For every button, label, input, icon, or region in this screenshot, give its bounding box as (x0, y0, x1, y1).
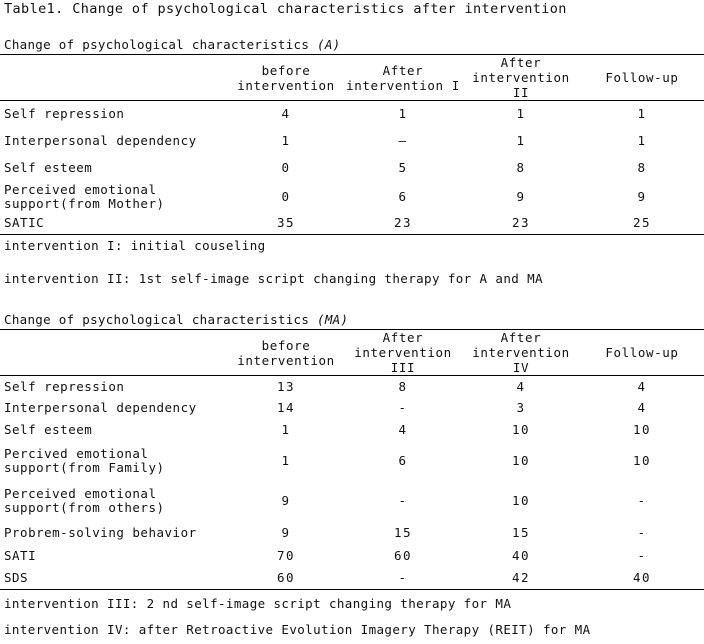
row-label: Self repression (4, 106, 125, 122)
row-label: Interpersonal dependency (4, 400, 197, 415)
cell-value: 0 (281, 160, 291, 175)
row-label: SATIC (4, 215, 45, 231)
column-header: After intervention III (354, 330, 452, 375)
table-a-note-1: intervention I: initial couseling (4, 238, 266, 253)
cell-value: - (398, 492, 408, 508)
table-a-note-2: intervention II: 1st self-image script changing therapy for A and MA (4, 271, 543, 286)
cell-value: 1 (398, 106, 408, 122)
cell-value: 23 (393, 215, 413, 231)
cell-value: 60 (276, 570, 296, 586)
table-ma-caption (4, 312, 348, 327)
table-row (0, 398, 704, 419)
cell-value: 4 (637, 378, 647, 394)
cell-value: 10 (511, 492, 531, 508)
cell-value: 25 (632, 215, 652, 231)
table-row (0, 101, 704, 128)
table-row (0, 481, 704, 521)
cell-value: 10 (632, 421, 652, 437)
table-row (0, 568, 704, 590)
cell-value: 10 (511, 452, 531, 468)
cell-value: 13 (276, 378, 296, 394)
cell-value: - (398, 570, 408, 586)
cell-value: 8 (637, 160, 647, 175)
cell-value: 1 (637, 133, 647, 148)
table-a (0, 54, 704, 235)
cell-value: 40 (632, 570, 652, 586)
column-header: Follow-up (605, 70, 679, 85)
table-row (0, 545, 704, 568)
cell-value: - (637, 524, 647, 540)
row-label: Percived emotional support(from Family) (4, 445, 165, 475)
row-label: SDS (4, 570, 29, 586)
column-header: Follow-up (605, 345, 679, 360)
column-header (0, 330, 228, 376)
table-row (0, 213, 704, 235)
table-row (0, 419, 704, 441)
cell-value: 35 (276, 215, 296, 231)
row-label: Self esteem (4, 160, 93, 175)
row-label: Self repression (4, 378, 125, 394)
cell-value: 4 (281, 106, 291, 122)
cell-value: — (398, 133, 408, 148)
cell-value: 10 (632, 452, 652, 468)
cell-value: 4 (516, 378, 526, 394)
cell-value: 1 (281, 452, 291, 468)
table-a-caption-subject: (A) (317, 37, 341, 52)
table-row (0, 128, 704, 155)
table-ma-caption-text: Change of psychological characteristics (4, 312, 310, 327)
table-a-caption (4, 37, 341, 52)
cell-value: - (637, 548, 647, 563)
cell-value: 15 (393, 524, 413, 540)
row-label: Perceived emotional support(from Mother) (4, 182, 165, 211)
cell-value: 15 (511, 524, 531, 540)
cell-value: 42 (511, 570, 531, 586)
table-row (0, 376, 704, 398)
cell-value: 5 (398, 160, 408, 175)
row-label: Interpersonal dependency (4, 133, 197, 148)
table-a-caption-text: Change of psychological characteristics (4, 37, 310, 52)
cell-value: 1 (516, 133, 526, 148)
column-header: before intervention (237, 337, 335, 368)
cell-value: 8 (516, 160, 526, 175)
cell-value: 9 (516, 189, 526, 204)
table-row (0, 441, 704, 481)
cell-value: 0 (281, 189, 291, 204)
table-row (0, 155, 704, 182)
cell-value: 1 (281, 133, 291, 148)
cell-value: 60 (393, 548, 413, 563)
table-row (0, 182, 704, 213)
row-label: Perceived emotional support(from others) (4, 485, 165, 515)
cell-value: 10 (511, 421, 531, 437)
cell-value: 6 (398, 189, 408, 204)
table-a-header (0, 55, 704, 101)
cell-value: 23 (511, 215, 531, 231)
column-header: After intervention II (472, 55, 570, 100)
cell-value: 9 (637, 189, 647, 204)
cell-value: 6 (398, 452, 408, 468)
column-header: before intervention (237, 62, 335, 93)
cell-value: 4 (637, 400, 647, 415)
cell-value: 14 (276, 400, 296, 415)
cell-value: 9 (281, 524, 291, 540)
table-row (0, 521, 704, 545)
cell-value: 40 (511, 548, 531, 563)
table-ma (0, 329, 704, 590)
column-header (0, 55, 228, 101)
table-ma-caption-subject: (MA) (317, 312, 349, 327)
table-ma-header (0, 330, 704, 376)
cell-value: 9 (281, 492, 291, 508)
column-header: After intervention I (346, 62, 460, 93)
cell-value: 1 (281, 421, 291, 437)
column-header: After intervention IV (472, 330, 570, 375)
row-label: Probrem-solving behavior (4, 524, 197, 540)
cell-value: - (398, 400, 408, 415)
table-ma-note-1: intervention III: 2 nd self-image script changing therapy for MA (4, 596, 512, 611)
cell-value: - (637, 492, 647, 508)
cell-value: 4 (398, 421, 408, 437)
cell-value: 70 (276, 548, 296, 563)
table-title: Table1. Change of psychological characteristics after intervention (4, 1, 567, 17)
row-label: Self esteem (4, 421, 93, 437)
cell-value: 1 (516, 106, 526, 122)
cell-value: 8 (398, 378, 408, 394)
row-label: SATI (4, 548, 37, 563)
cell-value: 3 (516, 400, 526, 415)
table-ma-note-2: intervention IV: after Retroactive Evolution Imagery Therapy (REIT) for MA (4, 622, 591, 637)
cell-value: 1 (637, 106, 647, 122)
